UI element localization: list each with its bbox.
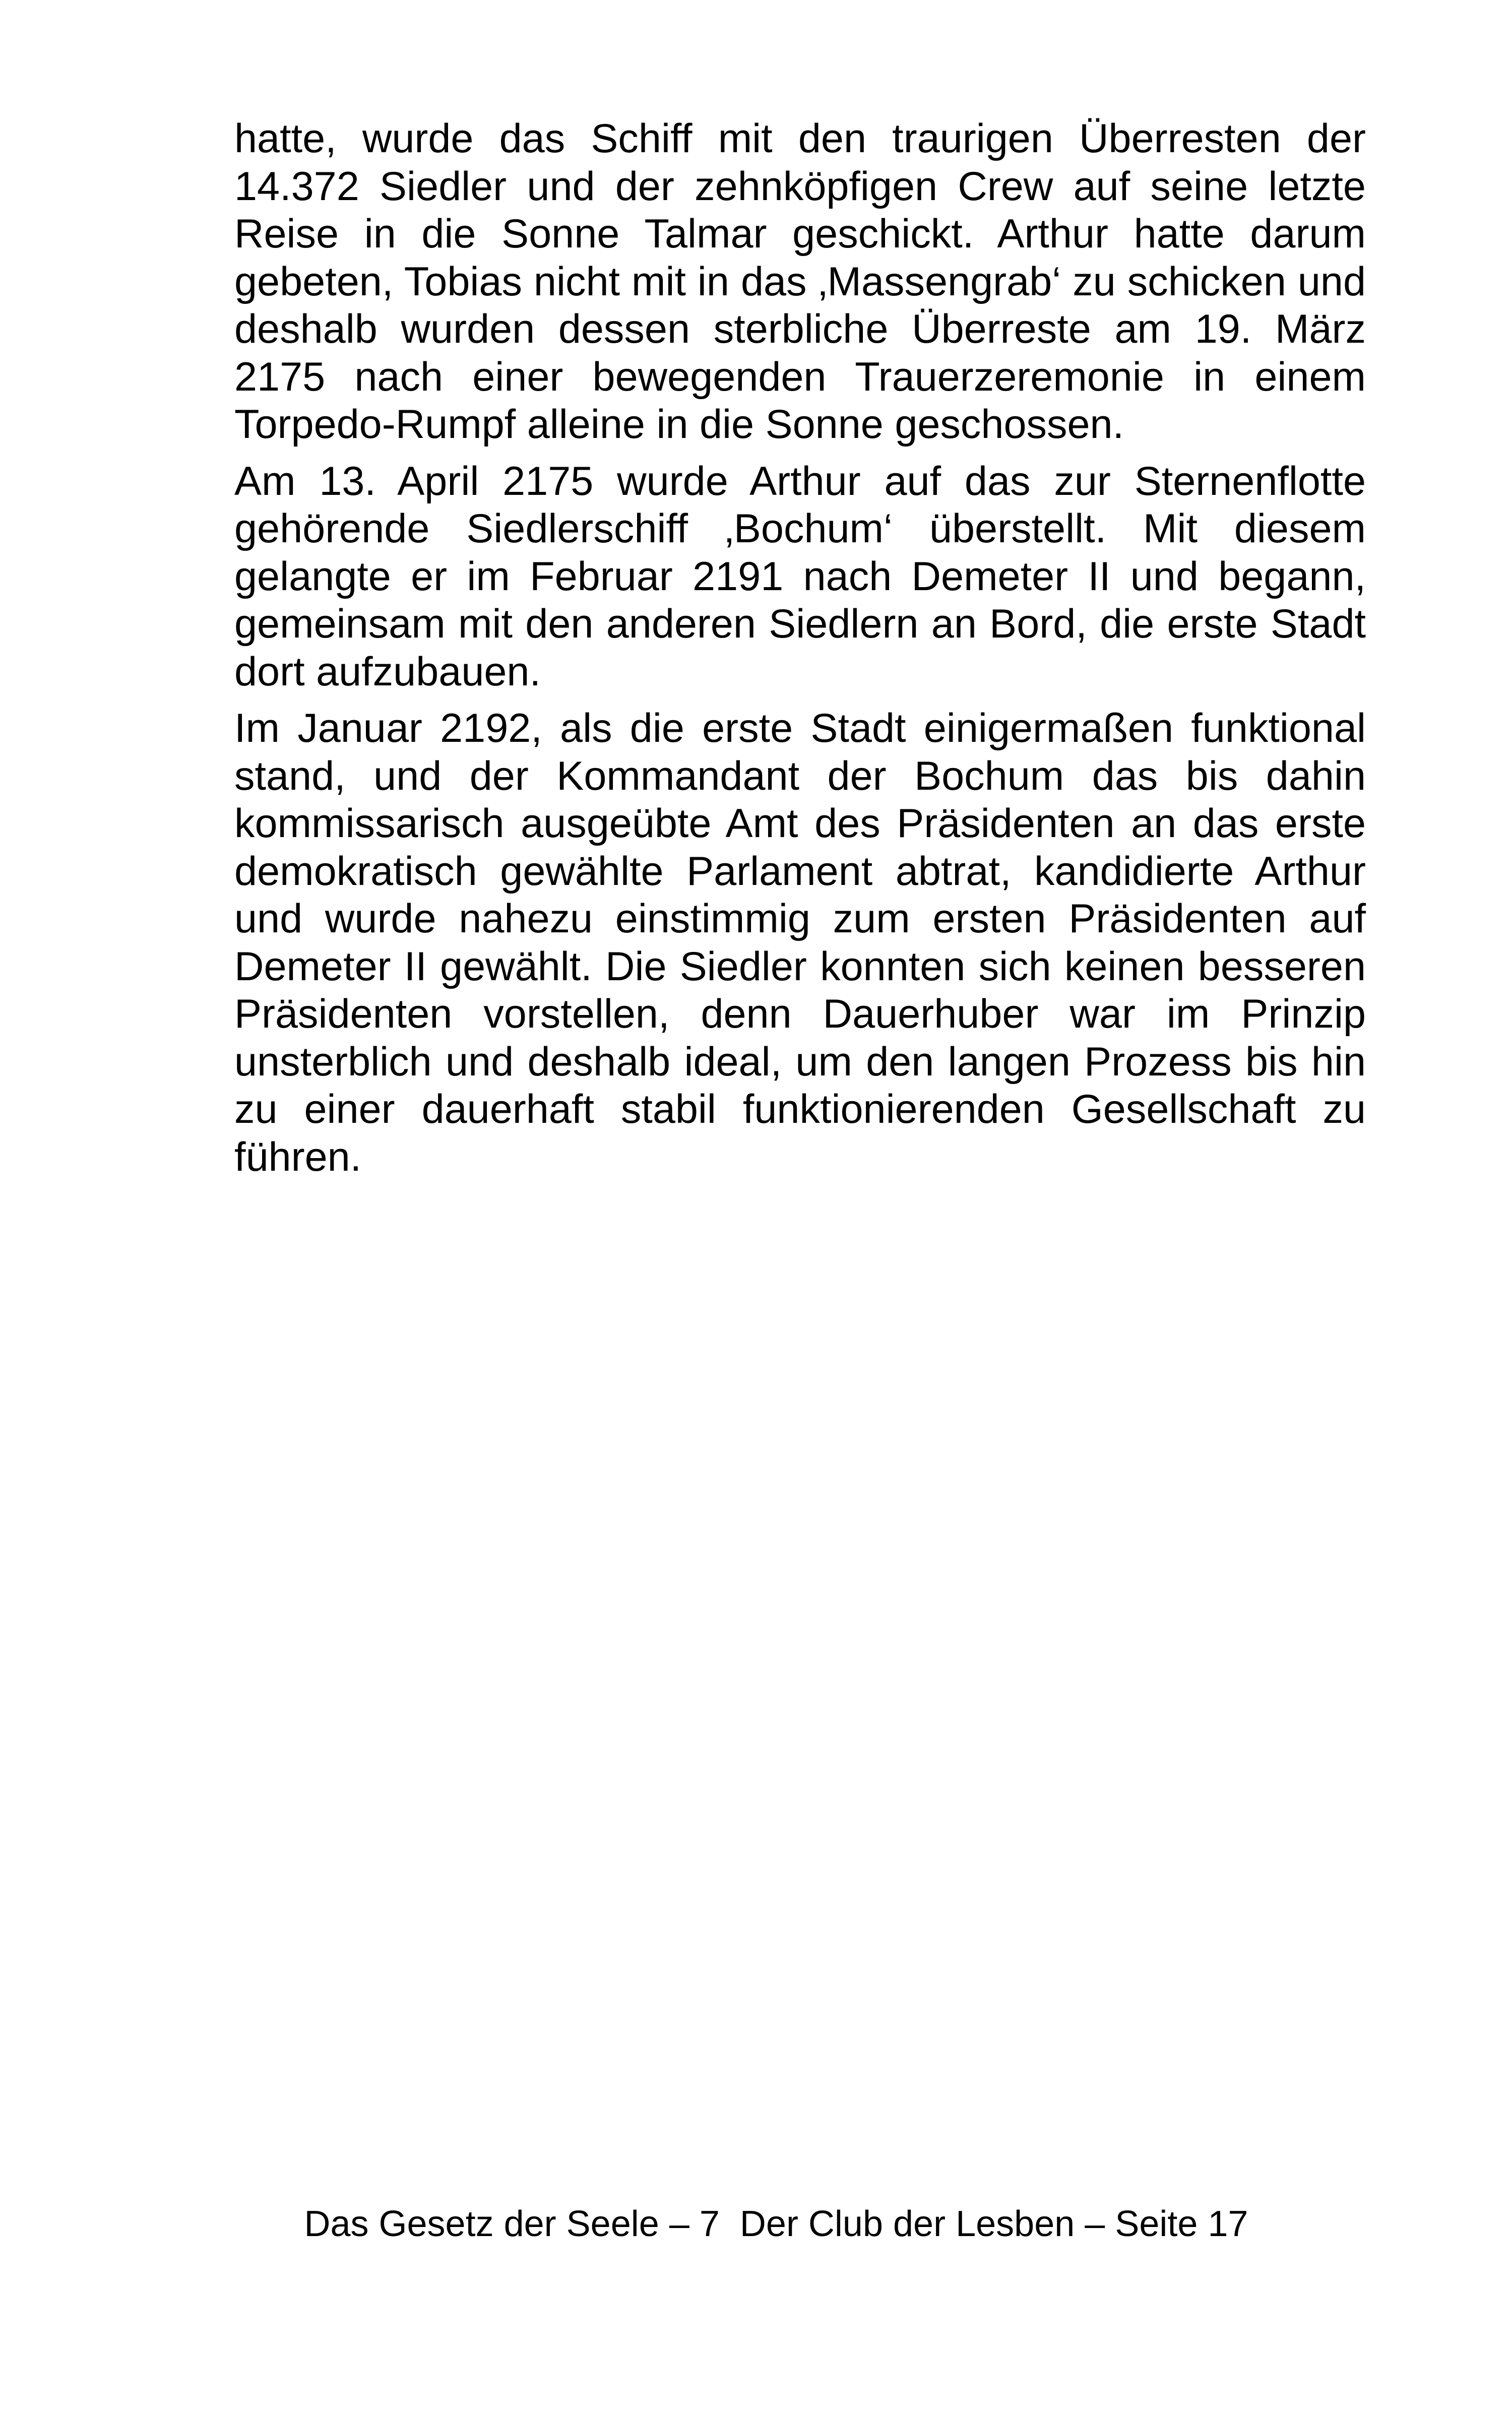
body-text bbox=[234, 115, 1366, 1190]
paragraph-2: Am 13. April 2175 wurde Arthur auf das zur Sternenflotte gehörende Siedlerschiff ‚Bochum‘ überstellt. Mit diesem gelangte er im Februar 2191 nach Demeter II und begann, gemeinsam mit den anderen Siedlern an Bord, die erste Stadt dort aufzubauen. bbox=[234, 458, 1366, 694]
page-footer: Das Gesetz der Seele – 7 Der Club der Lesben – Seite 17 bbox=[304, 2204, 1248, 2244]
paragraph-3: Im Januar 2192, als die erste Stadt einigermaßen funktional stand, und der Kommandant der Bochum das bis dahin kommissarisch ausgeübte Amt des Präsidenten an das erste demokratisch gewählte Parlament abtrat, kandidierte Arthur und wurde nahezu einstimmig zum ersten Präsidenten auf Demeter II gewählt. Die Siedler konnten sich keinen besseren Präsidenten vorstellen, denn Dauerhuber war im Prinzip unsterblich und deshalb ideal, um den langen Prozess bis hin zu einer dauerhaft stabil funktionierenden Gesellschaft zu führen. bbox=[234, 706, 1366, 1180]
paragraph-1: hatte, wurde das Schiff mit den traurigen Überresten der 14.372 Siedler und der zehnköpfigen Crew auf seine letzte Reise in die Sonne Talmar geschickt. Arthur hatte darum gebeten, Tobias nicht mit in das ‚Massengrab‘ zu schicken und deshalb wurden dessen sterbliche Überreste am 19. März 2175 nach einer bewegenden Trauerzeremonie in einem Torpedo-Rumpf alleine in die Sonne geschossen. bbox=[234, 116, 1366, 447]
